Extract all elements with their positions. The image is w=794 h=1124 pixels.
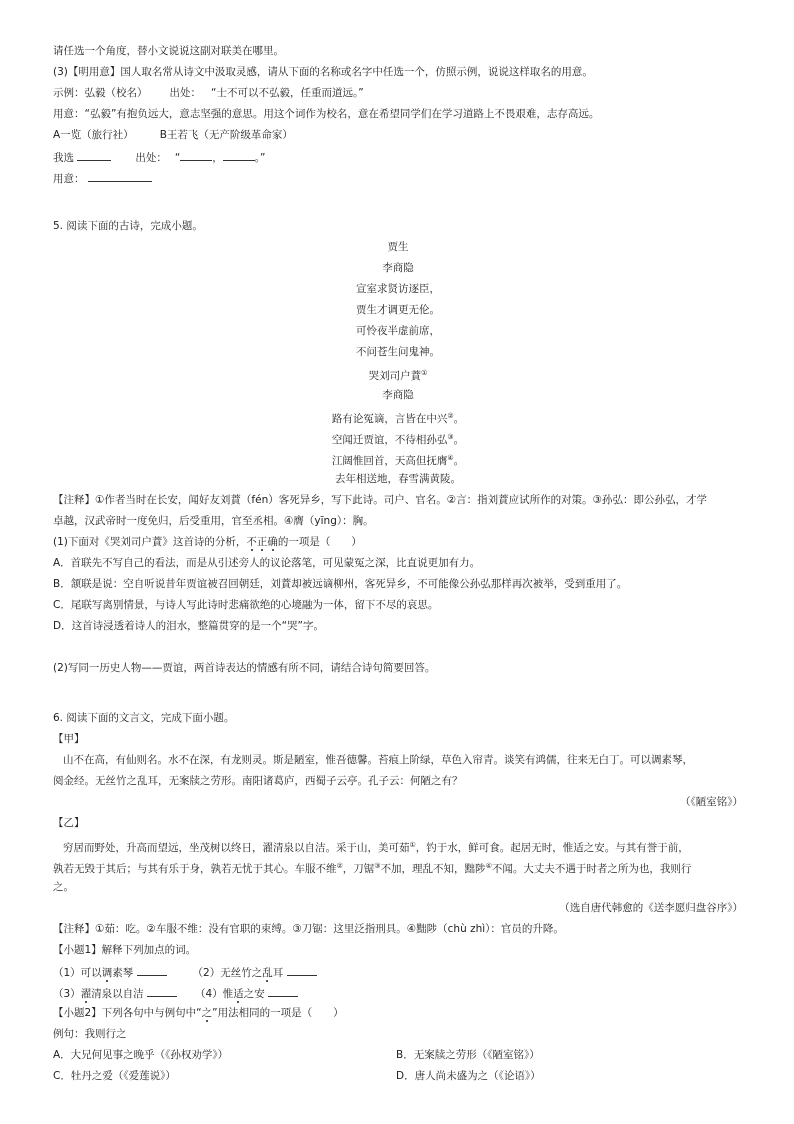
footnote-mark: ② — [447, 412, 454, 420]
poem2-title — [53, 366, 743, 383]
choice-option[interactable]: A．大兄何见事之晚乎（《孙权劝学》） — [53, 1049, 229, 1061]
question-2: (2)写同一历史人物——贾谊，两首诗表达的情感有所不同，请结合诗句简要回答。 — [53, 662, 436, 674]
poem-notes: 【注释】①作者当时在长安，闻好友刘蕡（fén）客死异乡，写下此诗。司户、官名。②言：指刘蕡应试所作的对策。③孙弘：即公孙弘，才学 — [53, 494, 708, 506]
answer-blank[interactable] — [147, 985, 177, 997]
subquestion-1: 【小题1】解释下列加点的词。 — [53, 944, 197, 956]
dotted-char: 正 — [256, 536, 268, 548]
subquestion-2-text: 【小题2】下列各句中与例句中“ — [53, 1007, 202, 1019]
passage-yi-text — [53, 859, 691, 876]
passage-yi-source: （选自唐代韩愈的《送李愿归盘谷序》） — [559, 902, 743, 914]
passage-yi-text: 之。 — [53, 881, 74, 893]
passage-text: 穷居而野处，升高而望远，坐茂树以终日，濯清泉以自洁。采于山，美可茹 — [63, 842, 410, 854]
option-line — [53, 128, 293, 142]
dotted-char: 不 — [246, 536, 257, 548]
meaning-label: 用意： — [53, 173, 85, 185]
answer-blank-choice[interactable] — [77, 149, 111, 161]
question-1-text: 的一项是（ ） — [277, 536, 362, 548]
poem2-line: 去年相送地，春雪满黄陵。 — [335, 473, 461, 485]
poem2-line — [53, 451, 743, 468]
passage-jia-text: 阅金经。无丝竹之乱耳，无案牍之劳形。南阳诸葛庐，西蜀子云亭。孔子云：何陋之有？ — [53, 775, 463, 787]
passage-yi-text — [63, 838, 689, 855]
dotted-char: 调 — [101, 967, 113, 979]
choice-option[interactable]: D．这首诗浸透着诗人的泪水，整篇贯穿的是一个“哭”字。 — [53, 620, 324, 632]
footnote-mark: ④ — [485, 862, 492, 870]
poem2-punct: 。 — [453, 413, 465, 425]
word-item: 清泉以自洁 — [91, 988, 144, 1000]
passage-text: ，刀锯 — [342, 863, 375, 875]
choice-option[interactable]: B．无案牍之劳形（《陋室铭》） — [396, 1049, 540, 1061]
poem1-line: 宣室求贤访逐臣， — [356, 283, 440, 295]
dotted-char: 乱 — [262, 967, 273, 979]
open-quote: “ — [174, 152, 181, 164]
example-name: 示例：弘毅（校名） — [53, 87, 148, 99]
dotted-char: 之 — [201, 1007, 213, 1019]
subquestion-2 — [53, 1006, 344, 1020]
poem2-line-text: 空闻迁贾谊，不待相孙弘 — [331, 434, 448, 446]
poem2-line-text: 路有论冤谪，言皆在中兴 — [331, 413, 448, 425]
section-6-title: 6. 阅读下面的文言文，完成下面小题。 — [53, 712, 235, 724]
answer-blank-source-1[interactable] — [180, 149, 212, 161]
choose-label: 我选 — [53, 152, 74, 164]
passage-text: 不加，理乱不知，黜陟 — [380, 863, 486, 875]
passage-text: 不闻。大丈夫不遇于时者之所为也，我则行 — [491, 863, 692, 875]
answer-blank-meaning[interactable] — [88, 170, 152, 182]
word-item: 素琴 — [112, 967, 134, 979]
poem2-punct: 。 — [453, 434, 465, 446]
footnote-mark: ① — [421, 369, 428, 377]
source-label: 出处： — [135, 152, 167, 164]
passage-jia-source: （《陋室铭》） — [680, 796, 743, 808]
example-meaning: 用意：“弘毅”有抱负远大，意志坚强的意思。用这个词作为校名，意在希望同学们在学习道路上不畏艰难，志存高远。 — [53, 108, 600, 120]
choice-option[interactable]: B．颔联是说：空自听说昔年贾谊被召回朝廷，刘蕡却被远谪柳州，客死异乡，不可能像公孙弘那样再次被举，受到重用了。 — [53, 578, 628, 590]
prompt-line: 请任选一个角度，替小文说说这副对联美在哪里。 — [53, 45, 284, 57]
poem1-line: 贾生才调更无伦。 — [356, 304, 440, 316]
choice-option[interactable]: C．牡丹之爱（《爱莲说》） — [53, 1070, 176, 1082]
choice-option[interactable]: D．唐人尚未盛为之（《论语》） — [396, 1070, 541, 1082]
choice-option[interactable]: A．首联先不写自己的看法，而是从引述旁人的议论落笔，可见蒙冤之深，比直说更加有力。 — [53, 557, 481, 569]
answer-blank[interactable] — [287, 964, 317, 976]
poem2-line — [53, 409, 743, 426]
footnote-mark: ② — [336, 862, 343, 870]
footnote-mark: ④ — [447, 454, 454, 462]
example-source: “士不可以不弘毅，任重而道远。” — [211, 87, 364, 99]
word-item: （4）惟 — [195, 988, 234, 1000]
word-item: 之安 — [243, 988, 265, 1000]
section-5-title: 5. 阅读下面的古诗，完成小题。 — [53, 220, 203, 232]
word-item: （2）无丝竹之 — [192, 967, 263, 979]
dotted-char: 确 — [267, 536, 278, 548]
example-line — [53, 86, 364, 100]
poem2-punct: 。 — [453, 455, 465, 467]
poem1-line: 不问苍生问鬼神。 — [356, 346, 440, 358]
passage-text: 孰若无毁于其后；与其有乐于身，孰若无忧于其心。车服不维 — [53, 863, 337, 875]
poem-notes: 卓越，汉武帝时一度免归，后受重用，官至丞相。④膺（yīng）：胸。 — [53, 515, 374, 527]
example-source-label: 出处： — [169, 87, 201, 99]
footnote-mark: ③ — [447, 433, 454, 441]
poem2-title-text: 哭刘司户蕡 — [368, 370, 422, 382]
footnote-mark: ③ — [374, 862, 381, 870]
passage-jia-text: 山不在高，有仙则名。水不在深，有龙则灵。斯是陋室，惟吾德馨。苔痕上阶绿，草色入帘青。谈笑有鸿儒，往来无白丁。可以调素琴， — [63, 754, 693, 766]
choice-option[interactable]: C．尾联写离别情景，与诗人写此诗时悲痛欲绝的心境融为一体，留下不尽的哀思。 — [53, 599, 439, 611]
dotted-char: 濯 — [80, 988, 92, 1000]
subquestion-2-text: ”用法相同的一项是（ ） — [212, 1007, 344, 1019]
word-item: （3） — [53, 988, 81, 1000]
close-quote: 。” — [254, 152, 266, 164]
word-item: （1）可以 — [53, 967, 102, 979]
comma: ， — [212, 152, 223, 164]
answer-blank[interactable] — [268, 985, 298, 997]
answer-blank[interactable] — [137, 964, 167, 976]
answer-line-meaning — [53, 170, 152, 186]
question-1 — [53, 535, 362, 549]
answer-line-choice — [53, 149, 266, 165]
example-sentence: 例句：我则行之 — [53, 1028, 127, 1040]
passage-yi-label: 【乙】 — [53, 817, 85, 829]
footnote-mark: ① — [409, 841, 416, 849]
dotted-char: 适 — [233, 988, 244, 1000]
poem2-author: 李商隐 — [382, 389, 414, 401]
answer-blank-source-2[interactable] — [223, 149, 255, 161]
word-row — [53, 964, 317, 980]
question-3: (3)【明用意】国人取名常从诗文中汲取灵感，请从下面的名称或名字中任选一个，仿照示例，说说这样取名的用意。 — [53, 66, 593, 78]
word-row — [53, 985, 298, 1001]
passage-text: ，钓于水，鲜可食。起居无时，惟适之安。与其有誉于前， — [415, 842, 689, 854]
poem2-line — [53, 430, 743, 447]
question-1-text: (1)下面对《哭刘司户蕡》这首诗的分析， — [53, 536, 247, 548]
passage-notes: 【注释】①茹：吃。②车服不维：没有官职的束缚。③刀锯：这里泛指刑具。④黜陟（chù zhì）：官员的升降。 — [53, 923, 564, 935]
poem1-title: 贾生 — [387, 241, 409, 253]
passage-jia-label: 【甲】 — [53, 733, 85, 745]
option-a: A一览（旅行社） — [53, 129, 134, 141]
poem1-author: 李商隐 — [382, 262, 414, 274]
poem2-line-text: 江阔惟回首，天高但抚膺 — [331, 455, 448, 467]
poem1-line: 可怜夜半虚前席， — [356, 325, 440, 337]
word-item: 耳 — [272, 967, 284, 979]
option-b: B王若飞（无产阶级革命家） — [159, 129, 293, 141]
